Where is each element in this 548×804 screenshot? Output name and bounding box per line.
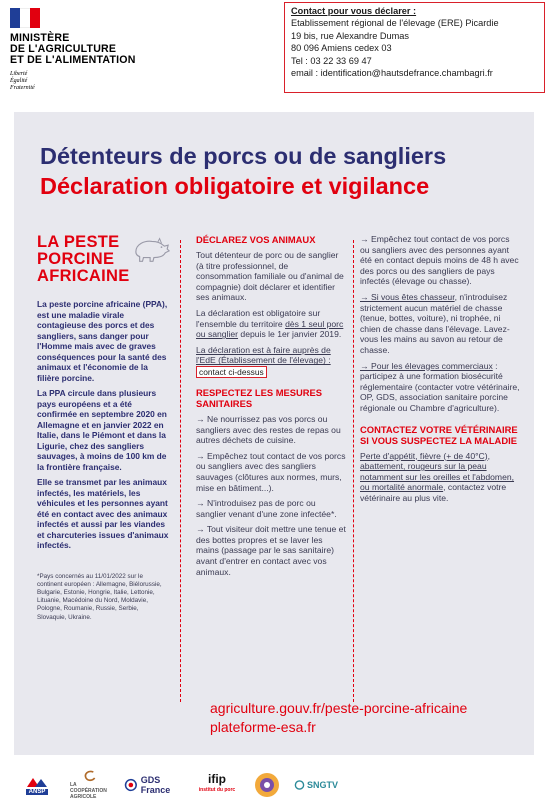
contact-title: Contact pour vous déclarer : [291,6,417,16]
contact-line: 19 bis, rue Alexandre Dumas [291,30,409,41]
sngtv-leaf-icon [294,777,305,793]
contact-email[interactable]: email : identification@hautsdefrance.chambagri.fr [291,68,493,79]
anspt-shape-icon [25,775,49,789]
column-ppa [37,234,169,622]
wild-boar-icon [133,234,171,264]
body-paragraph: La déclaration est à faire auprès de l'EdE (Établissement de l'élevage) : contact ci-dessus [196,344,331,377]
contact-line: Etablissement régional de l'élevage (ERE) Picardie [291,18,499,29]
column-vigilance [360,234,520,503]
bullet-item: → Empêchez tout contact de vos porcs ou sangliers avec des personnes ayant été en contact depuis moins de 48 h avec des porcs ou des sangliers de pays infectés (élevage ou chasse). [360,234,519,287]
footnote: *Pays concernés au 11/01/2022 sur le continent européen : Allemagne, Biélorussie, Bulgarie, Estonie, Hongrie, Italie, Lettonie, Lituanie, Macédoine du Nord, Moldavie, Pologne, Roumanie, Russie, Serbie, Slovaquie, Ukraine. [37,572,162,621]
republic-motto: Liberté Égalité Fraternité [10,71,35,91]
bullet-item: → Ne nourrissez pas vos porcs ou sangliers avec des restes de repas ou autres déchets de cuisine. [196,413,341,446]
ppa-paragraph: La PPA circule dans plusieurs pays européens et a été confirmée en septembre 2020 en Allemagne et en janvier 2022 en Italie, dans le Piémont et dans la Ligurie, chez des sangliers sauvages, à moins de 100 km de la frontière française. [37,388,167,472]
contact-link[interactable]: contact ci-dessus [196,366,267,378]
partner-logos [14,768,534,802]
ppa-heading: LA PESTE PORCINE AFRICAINE [37,233,130,285]
sngtv-logo: SNGTV [294,771,338,799]
body-paragraph: Tout détenteur de porc ou de sanglier (à titre professionnel, de consommation familiale ou d'animal de compagnie) doit déclarer et identifier ses animaux. [196,250,344,303]
round-badge-icon [254,772,280,798]
cooperation-swirl-icon [79,770,101,782]
gds-swirl-icon [124,776,138,794]
body-paragraph: Perte d'appétit, fièvre (+ de 40°C), abattement, rougeurs sur la peau notamment sur les oreilles et l'abdomen, ou mortalité anormale, contactez votre vétérinaire au plus vite. [360,450,515,503]
contact-box [284,2,545,93]
gds-logo: GDS France [124,773,180,797]
bullet-item: → Pour les élevages commerciaux : participez à une formation biosécurité réglementaire (contacter votre vétérinaire, OP, GDS, association sanitaire porcine régionale ou Chambre d'agriculture). [360,360,520,413]
ppa-paragraph: La peste porcine africaine (PPA), est une maladie virale contagieuse des porcs et des sangliers, sans danger pour l'Homme mais avec de graves conséquences pour la santé des animaux et l'économie de la filière porcine. [37,299,168,383]
contact-line: 80 096 Amiens cedex 03 [291,43,392,54]
poster [14,112,534,755]
bullet-item: → Empêchez tout contact de vos porcs ou sangliers avec des sangliers sauvages (clôtures aux normes, murs, mise en bâtiment...). [196,450,346,493]
bullet-item: → N'introduisez pas de porc ou sanglier venant d'une zone infectée*. [196,498,337,519]
bullet-item: → Si vous êtes chasseur, n'introduisez strictement aucun matériel de chasse (tenue, bottes, voiture), ni trophée, ni chien de chasse dans l'élevage. Lavez-vous les mains au savon au retour de chasse. [360,291,510,355]
poster-title: Détenteurs de porcs ou de sangliers [40,143,447,169]
column-declaration [196,234,346,577]
section-title: CONTACTEZ VOTRE VÉTÉRINAIRE SI VOUS SUSPECTEZ LA MALADIE [360,423,518,446]
url-link[interactable]: plateforme-esa.fr [210,719,316,735]
ifip-logo: ifip institut du porc [198,772,236,793]
body-paragraph: La déclaration est obligatoire sur l'ensemble du territoire dès 1 seul porc ou sanglier depuis le 1er janvier 2019. [196,307,344,340]
ministry-name: MINISTÈRE DE L'AGRICULTURE ET DE L'ALIMENTATION [10,32,136,66]
anspt-logo: ANSP [18,771,56,799]
section-title: DÉCLAREZ VOS ANIMAUX [196,234,316,245]
section-title: RESPECTEZ LES MESURES SANITAIRES [196,386,323,409]
column-divider [180,240,181,702]
url-list [210,699,467,737]
bullet-item: → Tout visiteur doit mettre une tenue et des bottes propres et se laver les mains (passage par le sas sanitaire) avant d'entrer en contact avec vos animaux. [196,524,346,577]
poster-subtitle: Déclaration obligatoire et vigilance [40,173,430,199]
contact-phone: Tel : 03 22 33 69 47 [291,55,372,66]
column-divider [353,240,354,702]
marianne-flag-icon [10,8,40,28]
round-logo-icon [254,772,280,798]
url-link[interactable]: agriculture.gouv.fr/peste-porcine-africaine [210,700,468,716]
ppa-paragraph: Elle se transmet par les animaux infectés, les matériels, les véhicules et les personnes ayant été en contact avec des animaux infectés et aussi par les viandes et charcuteries issues d'animaux infectés. [37,477,169,550]
cooperation-logo: LA COOPÉRATION AGRICOLE [70,770,110,800]
ministry-logo [10,8,200,91]
